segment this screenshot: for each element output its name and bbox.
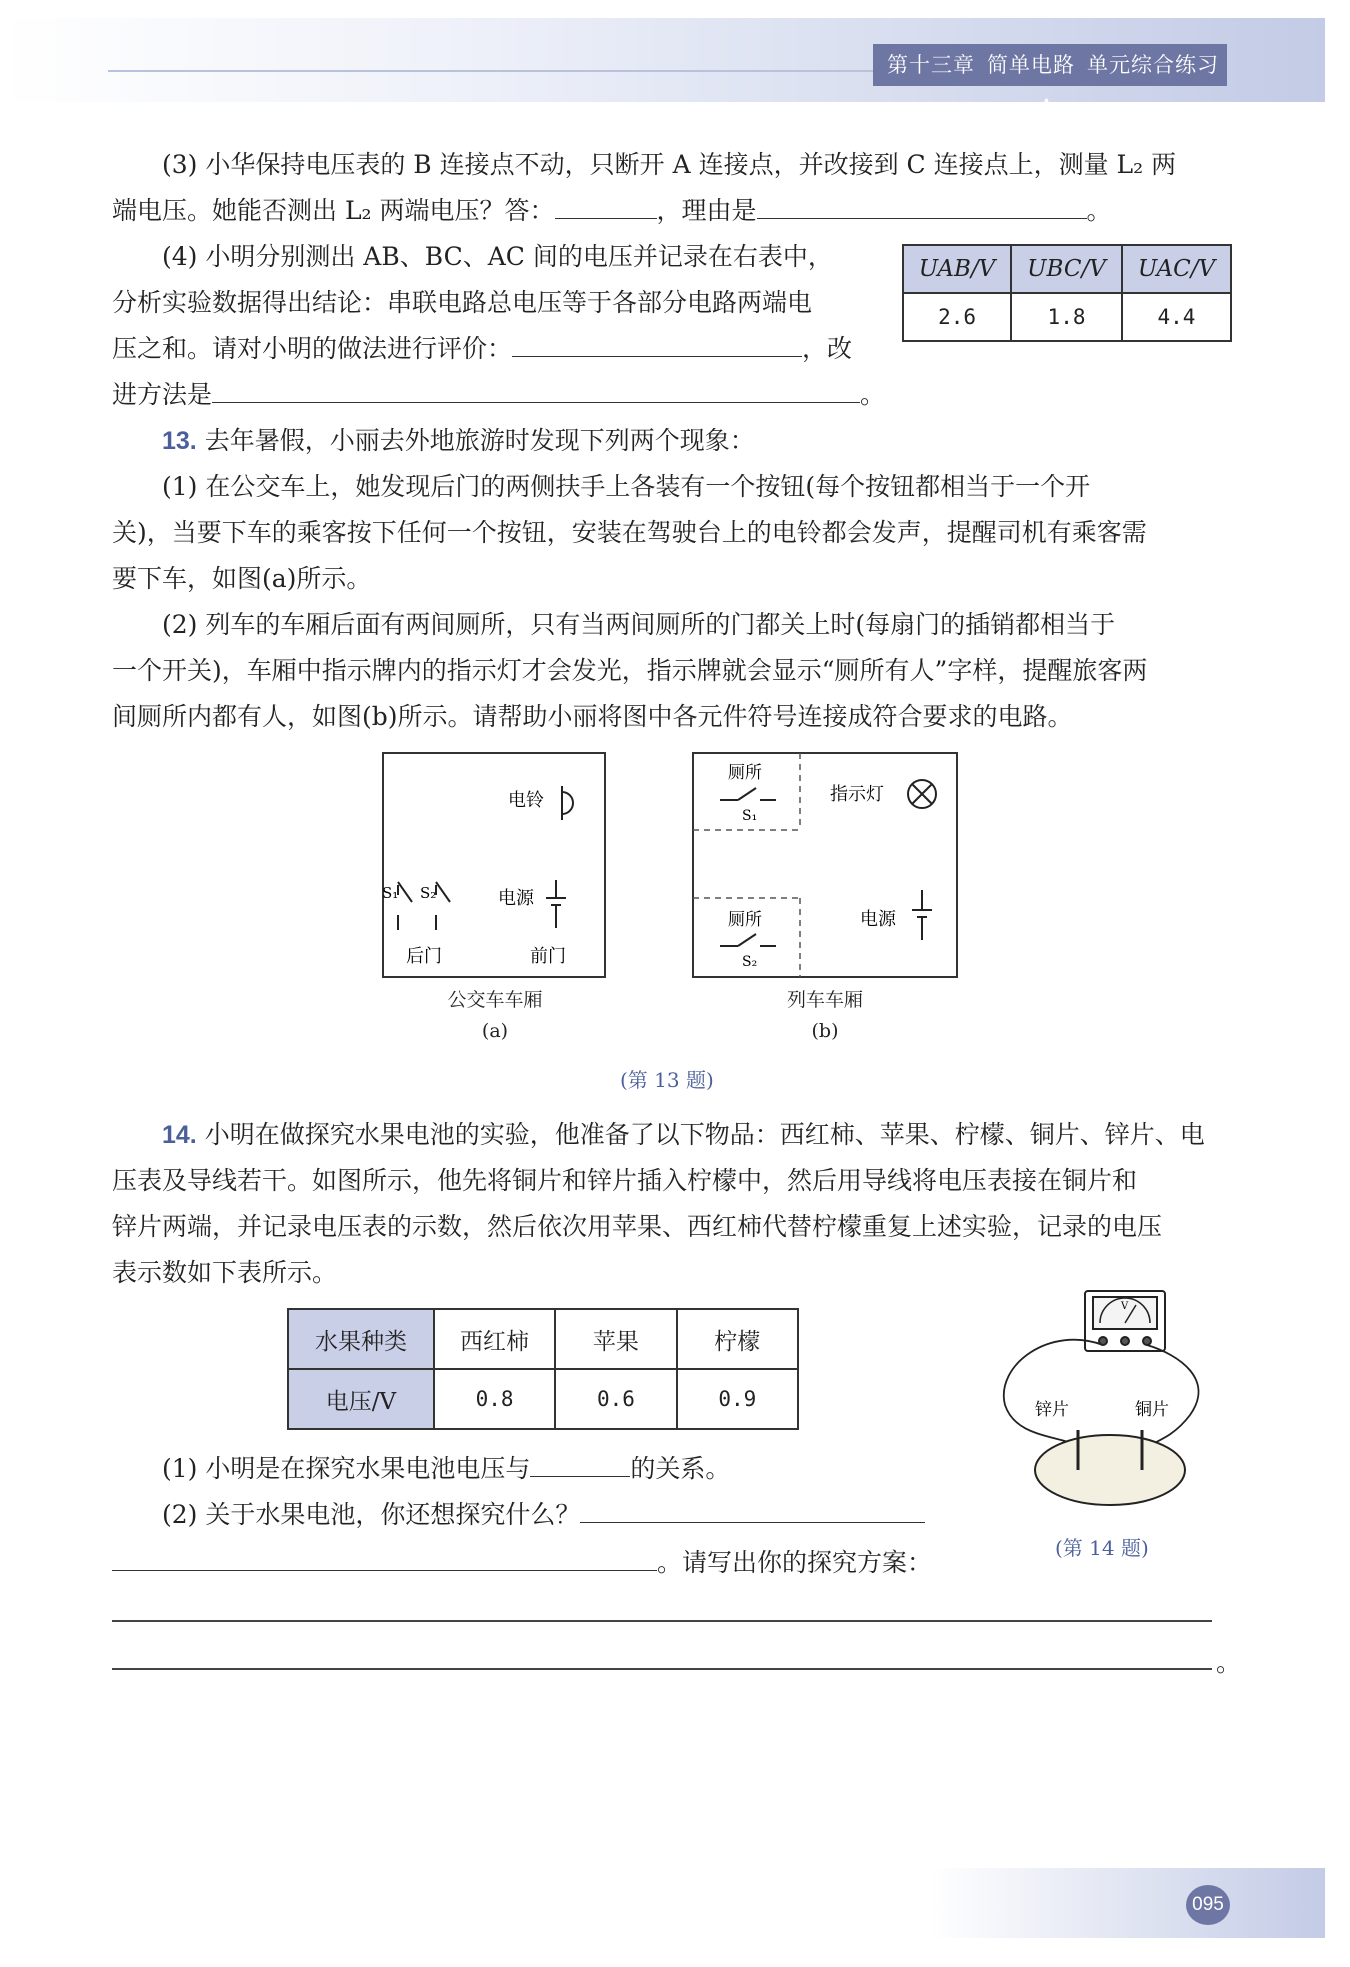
front-door-label: 前门 <box>530 946 566 967</box>
answer-blank[interactable] <box>512 326 802 357</box>
switch-s1-label: S₁ <box>742 808 758 824</box>
q14-caption: (第 14 题) <box>1055 1536 1149 1560</box>
figure-a-bus-circuit <box>380 750 610 980</box>
q12-p4-line2: 分析实验数据得出结论：串联电路总电压等于各部分电路两端电 <box>112 288 813 317</box>
question-number: 14. <box>162 1121 197 1149</box>
table-cell: 西红柿 <box>434 1309 555 1369</box>
q14-line3: 锌片两端，并记录电压表的示数，然后依次用苹果、西红柿代替柠檬重复上述实验，记录的电压 <box>112 1212 1163 1241</box>
zinc-label: 锌片 <box>1035 1400 1069 1420</box>
q14-p2-cont-text: 。请写出你的探究方案： <box>657 1548 933 1577</box>
figure-b-train-circuit <box>690 750 960 980</box>
q12-voltage-table <box>902 244 1232 342</box>
question-number: 13. <box>162 427 197 455</box>
answer-blank[interactable] <box>580 1492 925 1523</box>
fruit-battery-figure <box>990 1285 1220 1515</box>
footer-band <box>930 1868 1325 1938</box>
figure-a-label: (a) <box>481 1020 509 1042</box>
answer-blank[interactable] <box>555 188 657 219</box>
toilet-1-label: 厕所 <box>728 763 762 783</box>
q12-p4-line4 <box>112 372 885 418</box>
answer-blank[interactable] <box>757 188 1087 219</box>
table-cell: 0.8 <box>434 1369 555 1429</box>
q13-p2-line2: 一个开关)，车厢中指示牌内的指示灯才会发光，指示牌就会显示“厕所有人”字样，提醒旅客两 <box>112 656 1148 685</box>
table-cell: 0.6 <box>555 1369 676 1429</box>
q12-p3-line2 <box>112 188 1112 234</box>
power-label: 电源 <box>498 888 534 909</box>
table-header-cell: UAC/V <box>1122 245 1231 293</box>
section-title: 单元综合练习 A <box>1038 53 1219 119</box>
q13-caption: (第 13 题) <box>620 1068 714 1092</box>
q14-line4: 表示数如下表所示。 <box>112 1258 338 1287</box>
power-label: 电源 <box>860 909 896 930</box>
q12-p4-text-c: 进方法是 <box>112 380 213 409</box>
q14-line1 <box>112 1112 1205 1158</box>
q13-p2-line3: 间厕所内都有人，如图(b)所示。请帮助小丽将图中各元件符号连接成符合要求的电路。 <box>112 702 1073 731</box>
q12-p4-text-d: 。 <box>860 380 886 409</box>
table-cell: 2.6 <box>903 293 1011 341</box>
table-header-cell: 电压/V <box>288 1369 434 1429</box>
q12-p4-line1: (4) 小明分别测出 AB、BC、AC 间的电压并记录在右表中， <box>162 242 833 271</box>
lemon-icon <box>1035 1430 1185 1505</box>
q12-p4-text-b: ，改 <box>802 334 853 363</box>
bus-frame <box>383 753 605 977</box>
q14-p2 <box>112 1492 925 1538</box>
q14-p1-text-b: 的关系。 <box>630 1454 731 1483</box>
figure-b-caption: 列车车厢 <box>786 989 863 1011</box>
table-cell: 柠檬 <box>677 1309 798 1369</box>
q14-p2-text: (2) 关于水果电池，你还想探究什么？ <box>162 1500 581 1529</box>
q13-p1-line3: 要下车，如图(a)所示。 <box>112 564 372 593</box>
chapter-title: 第十三章 <box>887 53 975 77</box>
table-header-cell: UAB/V <box>903 245 1011 293</box>
voltmeter-icon <box>1085 1291 1165 1351</box>
q13-intro <box>112 418 755 464</box>
q12-p3-text-a: 端电压。她能否测出 L₂ 两端电压？答： <box>112 196 555 225</box>
q14-p1 <box>112 1446 730 1492</box>
chapter-tab <box>873 44 1227 119</box>
q13-p2-line1: (2) 列车的车厢后面有两间厕所，只有当两间厕所的门都关上时(每扇门的插销都相当于 <box>162 610 1116 639</box>
q12-p3-line1: (3) 小华保持电压表的 B 连接点不动，只断开 A 连接点，并改接到 C 连接点上，测量 L₂ 两 <box>162 150 1177 179</box>
q14-line2: 压表及导线若干。如图所示，他先将铜片和锌片插入柠檬中，然后用导线将电压表接在铜片和 <box>112 1166 1138 1195</box>
table-cell: 1.8 <box>1011 293 1122 341</box>
copper-label: 铜片 <box>1135 1400 1169 1420</box>
answer-blank[interactable] <box>530 1446 630 1477</box>
switch-s1-label: S₁ <box>382 884 399 902</box>
q13-p1-line2: 关)，当要下车的乘客按下任何一个按钮，安装在驾驶台上的电铃都会发声，提醒司机有乘客需 <box>112 518 1147 547</box>
bell-label: 电铃 <box>508 790 544 811</box>
q14-line1-text: 小明在做探究水果电池的实验，他准备了以下物品：西红柿、苹果、柠檬、铜片、锌片、电 <box>204 1120 1205 1149</box>
train-frame <box>693 753 957 977</box>
answer-line[interactable] <box>112 1668 1212 1670</box>
switch-s2-label: S₂ <box>742 954 758 970</box>
answer-period: 。 <box>1216 1648 1242 1677</box>
meter-label: V <box>1121 1301 1129 1312</box>
answer-line[interactable] <box>112 1620 1212 1622</box>
header-rule <box>108 70 873 72</box>
table-cell: 0.9 <box>677 1369 798 1429</box>
lamp-label: 指示灯 <box>830 784 884 805</box>
figure-a-caption: 公交车车厢 <box>447 989 543 1011</box>
table-header-cell: 水果种类 <box>288 1309 434 1369</box>
page-number: 095 <box>1186 1885 1230 1925</box>
answer-blank[interactable] <box>212 372 860 403</box>
table-cell: 苹果 <box>555 1309 676 1369</box>
q13-intro-text: 去年暑假，小丽去外地旅游时发现下列两个现象： <box>204 426 755 455</box>
answer-blank[interactable] <box>112 1540 657 1571</box>
q14-p2-cont <box>112 1540 932 1586</box>
q12-p4-text-a: 压之和。请对小明的做法进行评价： <box>112 334 513 363</box>
q13-p1-line1: (1) 在公交车上，她发现后门的两侧扶手上各装有一个按钮(每个按钮都相当于一个开 <box>162 472 1091 501</box>
chapter-topic: 简单电路 <box>987 53 1075 77</box>
figure-b-label: (b) <box>811 1020 839 1042</box>
back-door-label: 后门 <box>406 946 442 967</box>
table-cell: 4.4 <box>1122 293 1231 341</box>
q14-fruit-voltage-table <box>287 1308 799 1430</box>
table-header-cell: UBC/V <box>1011 245 1122 293</box>
q12-p4-line3 <box>112 326 852 372</box>
q12-p3-text-c: 。 <box>1086 196 1112 225</box>
q12-p3-text-b: ，理由是 <box>656 196 757 225</box>
q14-p1-text-a: (1) 小明是在探究水果电池电压与 <box>162 1454 531 1483</box>
toilet-2-label: 厕所 <box>728 910 762 930</box>
switch-s2-label: S₂ <box>420 884 437 902</box>
connecting-wires-icon <box>1004 1340 1199 1450</box>
